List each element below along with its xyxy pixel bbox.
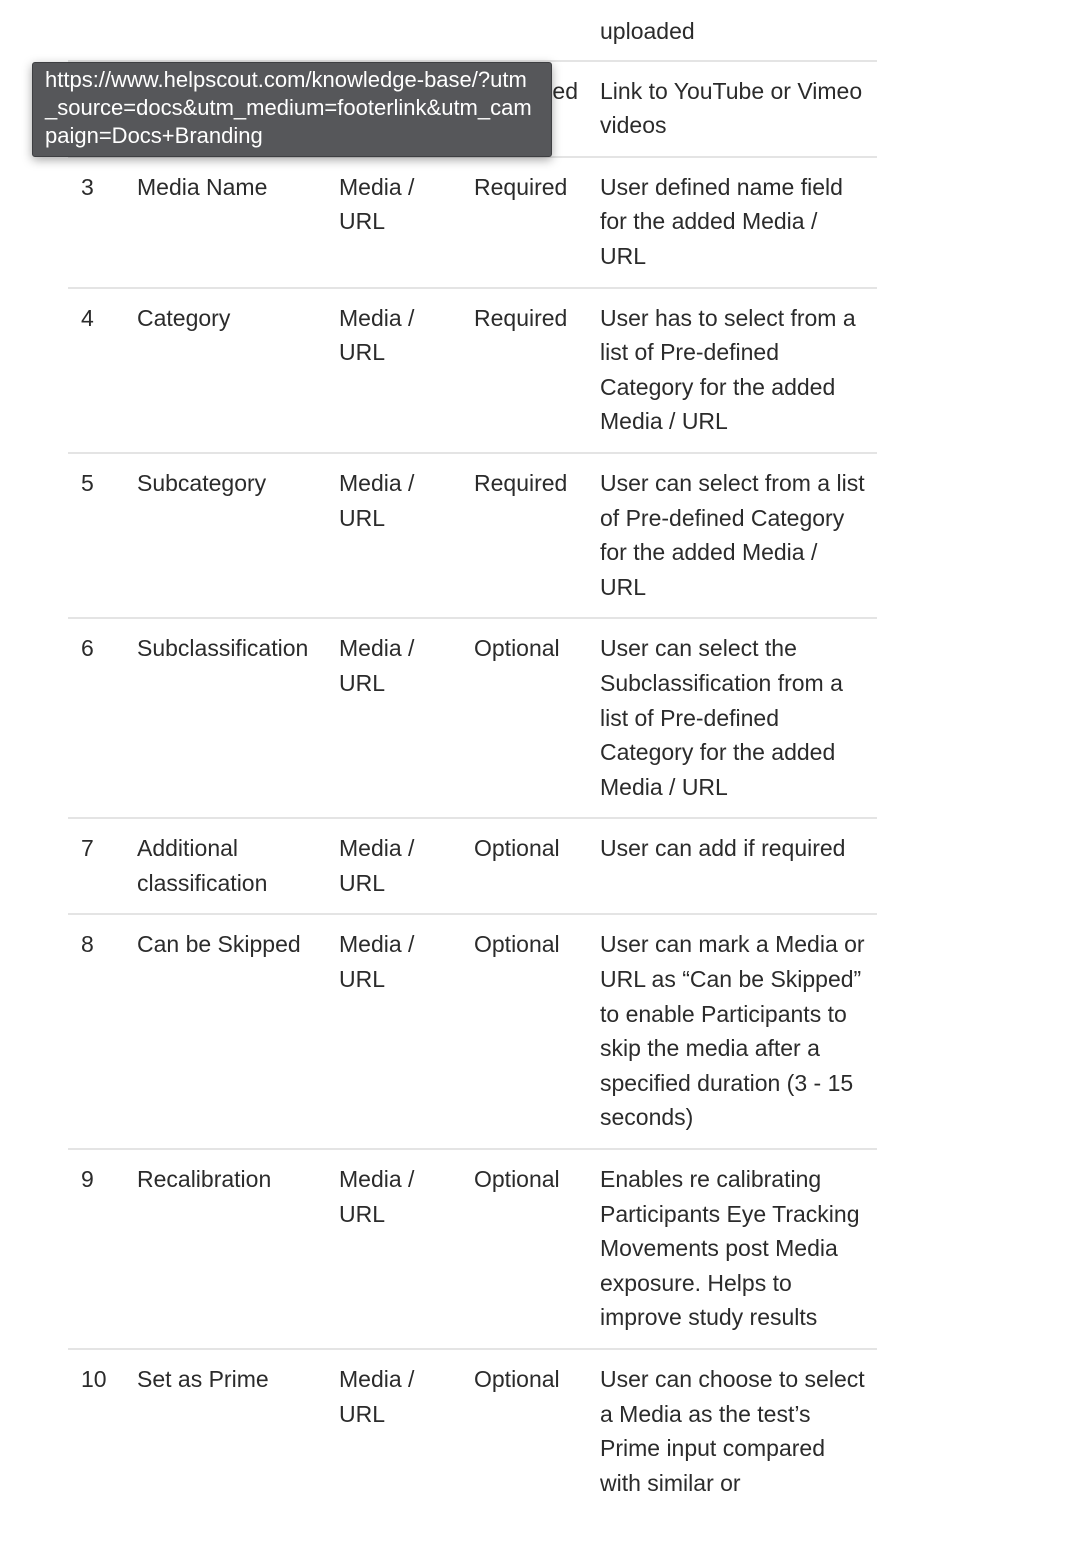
field-requirement: Required: [462, 453, 584, 618]
field-name: Set as Prime: [137, 1366, 269, 1392]
table-row: [68, 818, 877, 914]
row-number: 4: [68, 288, 125, 453]
row-number: 3: [68, 157, 125, 288]
link-url-tooltip: https://www.helpscout.com/knowledge-base/?utm_source=docs&utm_medium=footerlink&utm_campaign=Docs+Branding: [32, 62, 552, 157]
field-description: User can select the Subclassification from a list of Pre-defined Category for the added Media / URL: [584, 618, 877, 818]
field-requirement: Optional: [474, 1366, 560, 1392]
field-name: [125, 0, 327, 61]
table-row: [68, 1149, 877, 1349]
table-row: [68, 618, 877, 818]
field-name: Can be Skipped: [125, 914, 327, 1149]
row-number: 10: [81, 1366, 107, 1392]
row-number: 8: [68, 914, 125, 1149]
table-row: [68, 914, 877, 1149]
table-row: [68, 453, 877, 618]
field-name: Subclassification: [125, 618, 327, 818]
field-requirement: Required: [462, 157, 584, 288]
row-number: [68, 0, 125, 61]
field-requirement: ed: [462, 61, 584, 157]
field-name: Category: [125, 288, 327, 453]
field-type: Media / URL: [327, 288, 462, 453]
field-name: Recalibration: [125, 1149, 327, 1349]
field-type: Media / URL: [327, 914, 462, 1149]
field-requirement: Optional: [462, 618, 584, 818]
field-type: [327, 0, 462, 61]
field-type: Media / URL: [327, 453, 462, 618]
field-description: uploaded: [584, 0, 877, 61]
field-name: Additional classification: [125, 818, 327, 914]
field-type: Media / URL: [327, 618, 462, 818]
field-type: Media / URL: [327, 818, 462, 914]
row-number: 9: [68, 1149, 125, 1349]
row-number: 5: [68, 453, 125, 618]
row-number: 7: [68, 818, 125, 914]
row-number: 6: [68, 618, 125, 818]
field-description: Enables re calibrating Participants Eye Tracking Movements post Media exposure. Helps to improve study results: [584, 1149, 877, 1349]
field-type: Media / URL: [327, 157, 462, 288]
field-description: User can choose to select a Media as the test’s Prime input compared with similar or: [600, 1366, 865, 1496]
field-type: Media / URL: [327, 1149, 462, 1349]
field-requirement: Optional: [462, 914, 584, 1149]
field-name: Media Name: [125, 157, 327, 288]
table-row: [68, 0, 877, 61]
media-fields-table: [68, 0, 877, 1513]
field-requirement: Optional: [462, 818, 584, 914]
table-row: [68, 157, 877, 288]
table-row: [68, 288, 877, 453]
field-type: Media / URL: [339, 1366, 415, 1427]
field-requirement: Optional: [462, 1149, 584, 1349]
field-name: Subcategory: [125, 453, 327, 618]
field-description: User defined name field for the added Media / URL: [584, 157, 877, 288]
table-row: [68, 1349, 877, 1513]
field-requirement: [462, 0, 584, 61]
field-description: Link to YouTube or Vimeo videos: [584, 61, 877, 157]
field-description: User has to select from a list of Pre-defined Category for the added Media / URL: [584, 288, 877, 453]
field-description: User can mark a Media or URL as “Can be Skipped” to enable Participants to skip the media after a specified duration (3 - 15 seconds): [584, 914, 877, 1149]
field-description: User can add if required: [584, 818, 877, 914]
field-description: User can select from a list of Pre-defined Category for the added Media / URL: [584, 453, 877, 618]
field-requirement: Required: [462, 288, 584, 453]
